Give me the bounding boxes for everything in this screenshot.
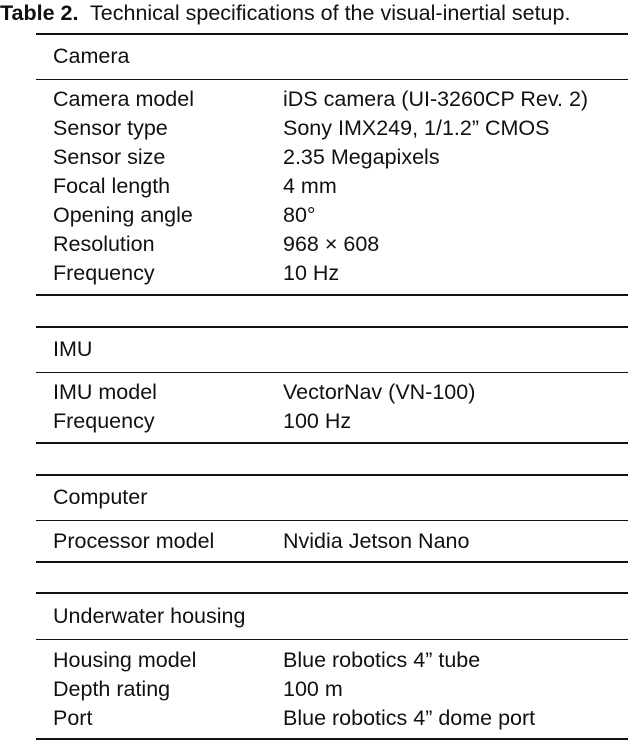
row-label: Frequency bbox=[53, 409, 155, 433]
row-value: Nvidia Jetson Nano bbox=[283, 529, 470, 553]
rule-top-imu bbox=[36, 326, 628, 328]
row-value: iDS camera (UI-3260CP Rev. 2) bbox=[283, 87, 589, 111]
section-title-imu: IMU bbox=[53, 337, 93, 361]
rule-mid-housing bbox=[36, 639, 628, 640]
row-value: Blue robotics 4” dome port bbox=[283, 706, 536, 730]
section-title-computer: Computer bbox=[53, 485, 148, 509]
table-caption-text: Technical specifications of the visual-inertial setup. bbox=[90, 1, 571, 25]
row-label: Depth rating bbox=[53, 677, 171, 701]
rule-mid-computer bbox=[36, 520, 628, 521]
row-value: 968 × 608 bbox=[283, 232, 380, 256]
table-caption-label: Table 2. bbox=[0, 1, 79, 25]
row-label: Processor model bbox=[53, 529, 215, 553]
rule-bottom-camera bbox=[36, 294, 628, 296]
row-label: Opening angle bbox=[53, 203, 193, 227]
rule-top-computer bbox=[36, 474, 628, 476]
row-value: 4 mm bbox=[283, 174, 337, 198]
row-label: Housing model bbox=[53, 648, 197, 672]
row-label: Port bbox=[53, 706, 93, 730]
rule-top-camera bbox=[36, 33, 628, 35]
section-title-housing: Underwater housing bbox=[53, 604, 246, 628]
row-label: Sensor type bbox=[53, 116, 168, 140]
row-label: Focal length bbox=[53, 174, 171, 198]
rule-bottom-computer bbox=[36, 561, 628, 563]
table-caption bbox=[0, 1, 570, 25]
row-value: 80° bbox=[283, 203, 316, 227]
rule-bottom-housing bbox=[36, 738, 628, 740]
row-label: IMU model bbox=[53, 380, 157, 404]
row-value: Blue robotics 4” tube bbox=[283, 648, 481, 672]
row-value: 100 m bbox=[283, 677, 343, 701]
rule-mid-camera bbox=[36, 79, 628, 80]
row-value: Sony IMX249, 1/1.2” CMOS bbox=[283, 116, 550, 140]
row-value: 2.35 Megapixels bbox=[283, 145, 440, 169]
row-label: Sensor size bbox=[53, 145, 166, 169]
row-value: 10 Hz bbox=[283, 261, 340, 285]
row-label: Camera model bbox=[53, 87, 194, 111]
row-value: 100 Hz bbox=[283, 409, 352, 433]
row-value: VectorNav (VN-100) bbox=[283, 380, 476, 404]
rule-mid-imu bbox=[36, 372, 628, 373]
section-title-camera: Camera bbox=[53, 44, 130, 68]
row-label: Frequency bbox=[53, 261, 155, 285]
rule-bottom-imu bbox=[36, 442, 628, 444]
row-label: Resolution bbox=[53, 232, 155, 256]
rule-top-housing bbox=[36, 592, 628, 594]
